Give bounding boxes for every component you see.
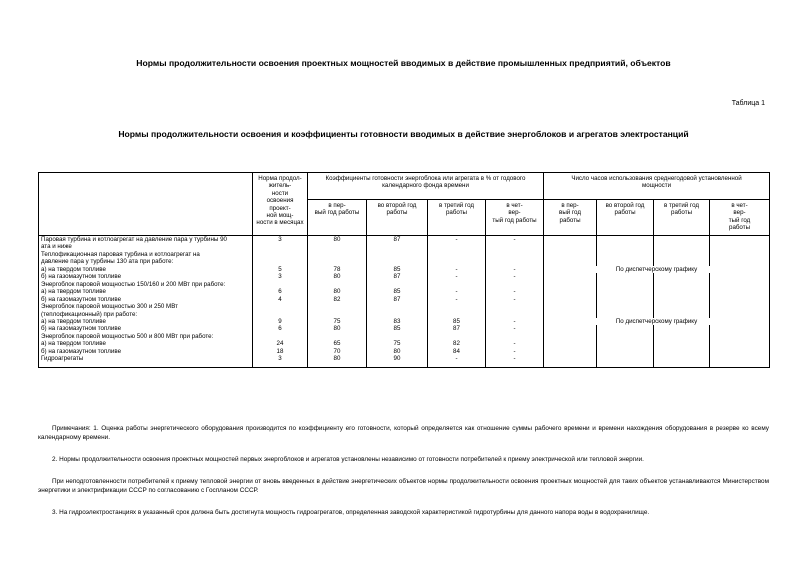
- table-row: [39, 333, 770, 341]
- cell-norm: 6: [253, 325, 308, 333]
- cell-coef-year4: -: [486, 348, 544, 356]
- cell-coef-year1: [308, 303, 367, 318]
- cell-coef-year2: [367, 303, 428, 318]
- cell-coef-year3: [428, 333, 486, 341]
- cell-norm: [253, 251, 308, 266]
- cell-coef-year2: [367, 333, 428, 341]
- cell-hours-year1: [544, 296, 597, 304]
- table-row: [39, 303, 770, 318]
- header-hours-group: Число часов использования среднегодовой установленной мощности: [544, 173, 770, 200]
- cell-hours-year3: [654, 281, 710, 289]
- cell-hours-year3: [654, 251, 710, 266]
- cell-norm: 4: [253, 296, 308, 304]
- cell-hours-year2: [597, 281, 654, 289]
- cell-norm: 9: [253, 318, 308, 326]
- cell-coef-year4: -: [486, 266, 544, 274]
- cell-hours-year3: [654, 348, 710, 356]
- cell-norm: 3: [253, 273, 308, 281]
- header-coef-year3: в третий год работы: [428, 200, 486, 236]
- cell-coef-year3: [428, 251, 486, 266]
- cell-hours-year2: [597, 333, 654, 341]
- cell-hours-year3: [654, 325, 710, 333]
- cell-coef-year3: 87: [428, 325, 486, 333]
- row-label: а) на твердом топливе: [39, 340, 253, 348]
- cell-hours-year1: [544, 251, 597, 266]
- cell-hours-year2: [597, 325, 654, 333]
- cell-coef-year1: 78: [308, 266, 367, 274]
- cell-hours-year1: [544, 273, 597, 281]
- row-label: Энергоблок паровой мощностью 500 и 800 МВт при работе:: [39, 333, 253, 341]
- cell-coef-year2: 87: [367, 236, 428, 251]
- cell-coef-year3: 84: [428, 348, 486, 356]
- cell-hours-year4: [710, 333, 770, 341]
- cell-coef-year4: [486, 333, 544, 341]
- cell-hours-year1: [544, 325, 597, 333]
- cell-hours-year1: [544, 303, 597, 318]
- cell-norm: 24: [253, 340, 308, 348]
- row-label: Энергоблок паровой мощностью 150/160 и 200 МВт при работе:: [39, 281, 253, 289]
- row-label: Теплофикационная паровая турбина и котлоагрегат на давление пара у турбины 130 ата при работе:: [39, 251, 253, 266]
- header-norm: Норма продол- житель- ности освоения проект- ной мощ- ности в месяцах: [253, 173, 308, 236]
- cell-coef-year2: 80: [367, 348, 428, 356]
- cell-hours-year4: [710, 303, 770, 318]
- table-row: [39, 355, 770, 367]
- cell-hours-year2: [597, 251, 654, 266]
- cell-coef-year4: -: [486, 318, 544, 326]
- cell-norm: 5: [253, 266, 308, 274]
- note-2: 2. Нормы продолжительности освоения проектных мощностей первых энергоблоков и агрегатов установлены независимо от готовности потребителей к приему электрической или тепловой энергии.: [52, 456, 644, 463]
- header-hours-year1: в пер- вый год работы: [544, 200, 597, 236]
- cell-coef-year3: -: [428, 273, 486, 281]
- header-coef-year2: во второй год работы: [367, 200, 428, 236]
- cell-norm: [253, 281, 308, 289]
- cell-coef-year2: [367, 281, 428, 289]
- table-row: [39, 236, 770, 251]
- cell-hours-year4: [710, 355, 770, 367]
- cell-hours-year2: [597, 296, 654, 304]
- table-number: Таблица 1: [731, 100, 765, 107]
- row-label: Энергоблок паровой мощностью 300 и 250 МВт (теплофикационный) при работе:: [39, 303, 253, 318]
- cell-hours-year2: [597, 303, 654, 318]
- cell-hours-year1: [544, 340, 597, 348]
- row-label: а) на твердом топливе: [39, 318, 253, 326]
- cell-coef-year1: [308, 251, 367, 266]
- note-1: Примечания: 1. Оценка работы энергетического оборудования производится по коэффициенту его готовности, который определяется как отношение суммы рабочего времени и времени нахождения оборудования в резерве ко всему календарному времени.: [38, 425, 769, 441]
- cell-coef-year4: [486, 251, 544, 266]
- cell-coef-year1: 70: [308, 348, 367, 356]
- cell-hours-year4: [710, 281, 770, 289]
- cell-hours-year3: [654, 333, 710, 341]
- table-row: [39, 251, 770, 266]
- cell-coef-year3: [428, 281, 486, 289]
- cell-hours-schedule: По диспетчерскому графику: [544, 318, 770, 326]
- cell-coef-year4: -: [486, 288, 544, 296]
- cell-norm: [253, 333, 308, 341]
- cell-hours-year1: [544, 281, 597, 289]
- cell-hours-year1: [544, 288, 597, 296]
- header-coef-group: Коэффициенты готовности энергоблока или агрегата в % от годового календарного фонда времени: [308, 173, 544, 200]
- table-row: [39, 266, 770, 274]
- cell-hours-year2: [597, 340, 654, 348]
- cell-coef-year1: 82: [308, 296, 367, 304]
- cell-coef-year3: 82: [428, 340, 486, 348]
- cell-coef-year3: -: [428, 266, 486, 274]
- cell-coef-year4: [486, 303, 544, 318]
- header-hours-year3: в третий год работы: [654, 200, 710, 236]
- cell-coef-year1: 80: [308, 273, 367, 281]
- table-row: [39, 281, 770, 289]
- cell-hours-year2: [597, 273, 654, 281]
- cell-coef-year1: 80: [308, 236, 367, 251]
- cell-hours-year3: [654, 303, 710, 318]
- cell-hours-year4: [710, 236, 770, 251]
- cell-coef-year1: 80: [308, 355, 367, 367]
- cell-coef-year3: [428, 303, 486, 318]
- table-row: [39, 348, 770, 356]
- table-row: [39, 273, 770, 281]
- cell-norm: 3: [253, 236, 308, 251]
- cell-coef-year2: 87: [367, 296, 428, 304]
- note-4: 3. На гидроэлектростанциях в указанный срок должна быть достигнута мощность гидроагрегатов, определенная заводской характеристикой гидротурбины для данного напора воды в водохранилище.: [52, 509, 650, 516]
- cell-hours-year3: [654, 288, 710, 296]
- cell-hours-year2: [597, 348, 654, 356]
- cell-hours-year4: [710, 340, 770, 348]
- cell-hours-year3: [654, 340, 710, 348]
- header-coef-year1: в пер- вый год работы: [308, 200, 367, 236]
- cell-hours-year2: [597, 355, 654, 367]
- cell-hours-year1: [544, 236, 597, 251]
- cell-hours-year2: [597, 236, 654, 251]
- table-row: [39, 296, 770, 304]
- cell-hours-year4: [710, 348, 770, 356]
- cell-coef-year4: -: [486, 296, 544, 304]
- row-label: б) на газомазутном топливе: [39, 325, 253, 333]
- cell-coef-year4: -: [486, 273, 544, 281]
- cell-hours-year1: [544, 348, 597, 356]
- document-title: Нормы продолжительности освоения проектных мощностей вводимых в действие промышленных предприятий, объектов: [136, 58, 671, 68]
- table-row: [39, 325, 770, 333]
- cell-hours-year1: [544, 333, 597, 341]
- cell-hours-year1: [544, 355, 597, 367]
- row-label: Гидроагрегаты: [39, 355, 253, 367]
- cell-coef-year3: -: [428, 288, 486, 296]
- cell-coef-year2: 83: [367, 318, 428, 326]
- cell-coef-year2: 85: [367, 325, 428, 333]
- table-row: [39, 318, 770, 326]
- cell-coef-year4: -: [486, 325, 544, 333]
- cell-hours-year4: [710, 251, 770, 266]
- cell-norm: 18: [253, 348, 308, 356]
- cell-hours-year4: [710, 273, 770, 281]
- cell-coef-year1: 65: [308, 340, 367, 348]
- row-label: Паровая турбина и котлоагрегат на давление пара у турбины 90 ата и ниже: [39, 236, 253, 251]
- header-coef-year4: в чет- вер- тый год работы: [486, 200, 544, 236]
- row-label: б) на газомазутном топливе: [39, 296, 253, 304]
- cell-coef-year2: 85: [367, 288, 428, 296]
- cell-hours-year4: [710, 325, 770, 333]
- cell-hours-year4: [710, 288, 770, 296]
- cell-coef-year2: 90: [367, 355, 428, 367]
- cell-coef-year1: [308, 333, 367, 341]
- note-3: При неподготовленности потребителей к приему тепловой энергии от вновь введенных в действие энергетических объектов нормы продолжительности освоения проектных мощностей для таких объектов устанавливаются Министерством энергетики и электрификации СССР по согласованию с Госпланом СССР.: [38, 478, 769, 494]
- cell-coef-year4: -: [486, 355, 544, 367]
- cell-hours-year3: [654, 273, 710, 281]
- cell-coef-year1: [308, 281, 367, 289]
- cell-coef-year4: -: [486, 340, 544, 348]
- header-hours-year4: в чет- вер- тый год работы: [710, 200, 770, 236]
- cell-coef-year3: -: [428, 296, 486, 304]
- cell-coef-year2: 85: [367, 266, 428, 274]
- cell-coef-year1: 80: [308, 325, 367, 333]
- cell-coef-year1: 80: [308, 288, 367, 296]
- cell-coef-year1: 75: [308, 318, 367, 326]
- header-hours-year2: во второй год работы: [597, 200, 654, 236]
- cell-coef-year3: -: [428, 236, 486, 251]
- row-label: а) на твердом топливе: [39, 288, 253, 296]
- row-label: а) на твердом топливе: [39, 266, 253, 274]
- cell-hours-year3: [654, 355, 710, 367]
- header-empty: [39, 173, 253, 236]
- cell-hours-year3: [654, 236, 710, 251]
- table-row: [39, 288, 770, 296]
- cell-norm: [253, 303, 308, 318]
- cell-coef-year2: 87: [367, 273, 428, 281]
- norms-table: [38, 172, 770, 368]
- cell-hours-schedule: По диспетчерскому графику: [544, 266, 770, 274]
- row-label: б) на газомазутном топливе: [39, 273, 253, 281]
- cell-coef-year3: 85: [428, 318, 486, 326]
- cell-coef-year2: 75: [367, 340, 428, 348]
- cell-norm: 3: [253, 355, 308, 367]
- cell-coef-year4: -: [486, 236, 544, 251]
- cell-hours-year3: [654, 296, 710, 304]
- cell-hours-year4: [710, 296, 770, 304]
- table-row: [39, 340, 770, 348]
- row-label: б) на газомазутном топливе: [39, 348, 253, 356]
- cell-coef-year4: [486, 281, 544, 289]
- cell-coef-year2: [367, 251, 428, 266]
- table-title: Нормы продолжительности освоения и коэффициенты готовности вводимых в действие энергоблоков и агрегатов электростанций: [118, 129, 689, 139]
- cell-hours-year2: [597, 288, 654, 296]
- cell-norm: 6: [253, 288, 308, 296]
- cell-coef-year3: -: [428, 355, 486, 367]
